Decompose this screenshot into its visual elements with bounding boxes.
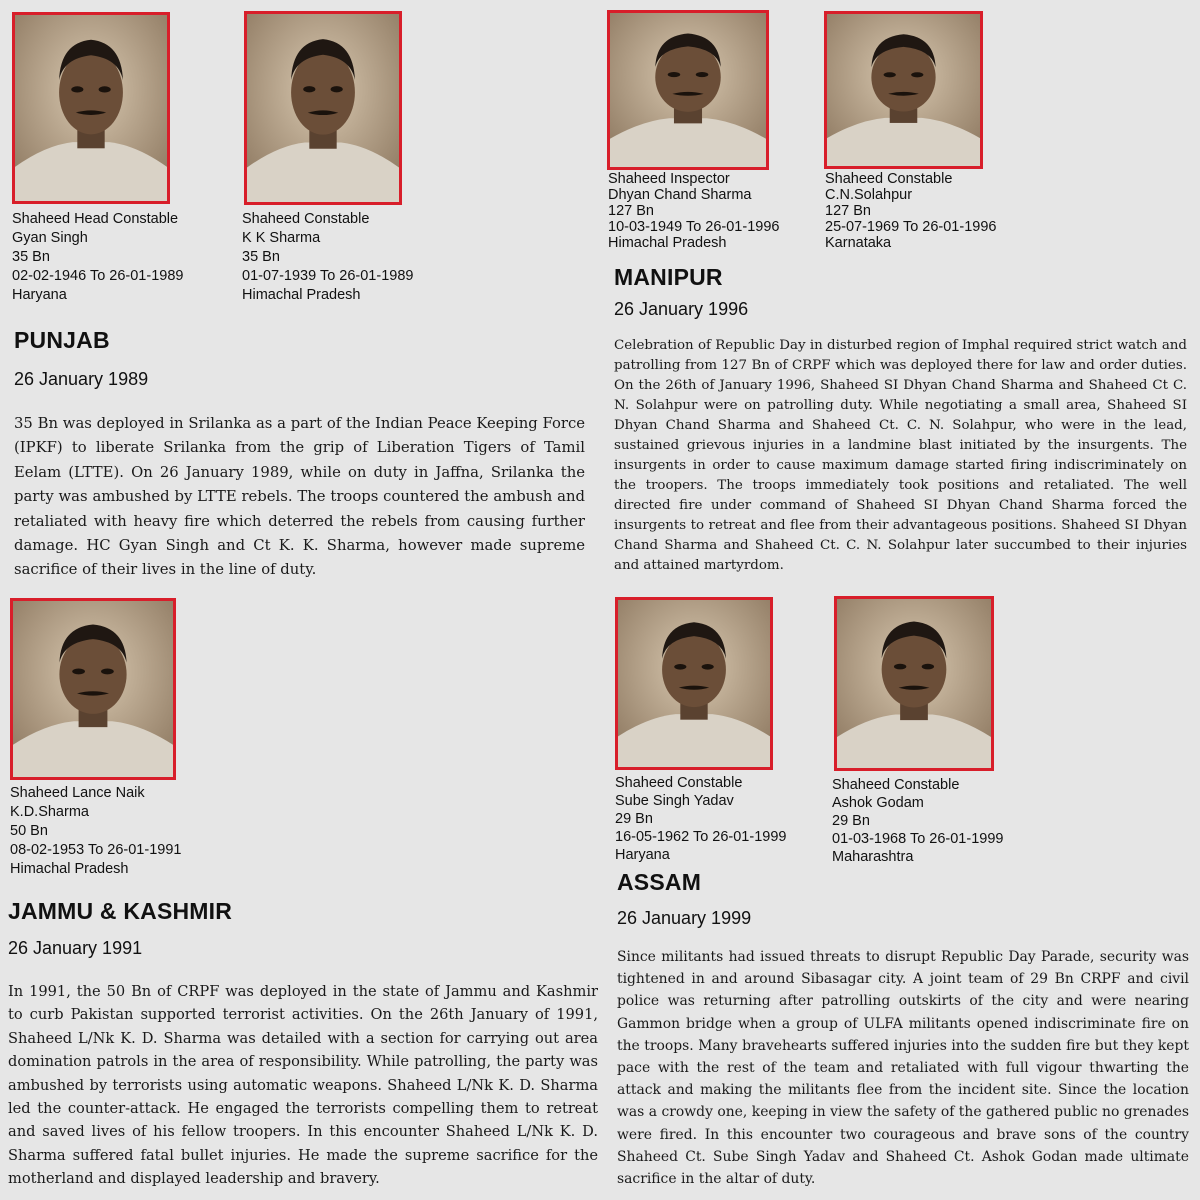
region-title-punjab: PUNJAB — [14, 327, 110, 353]
person-caption-cn-solahpur — [825, 171, 996, 251]
portrait-photo — [12, 12, 170, 204]
caption-line: Himachal Pradesh — [242, 287, 361, 303]
caption-line: Maharashtra — [832, 849, 914, 865]
portrait-photo — [615, 597, 773, 770]
caption-line: 02-02-1946 To 26-01-1989 — [12, 268, 184, 284]
incident-date-punjab: 26 January 1989 — [14, 369, 149, 389]
person-caption-gyan-singh — [12, 210, 183, 305]
portrait-photo — [824, 11, 983, 169]
portrait-photo — [834, 596, 994, 771]
portrait-photo-icon — [827, 14, 980, 166]
person-caption-kd-sharma — [10, 784, 181, 879]
region-title-manipur: MANIPUR — [614, 264, 723, 290]
caption-line: Karnataka — [825, 235, 892, 251]
portrait-photo-icon — [837, 599, 991, 768]
incident-text-manipur: Celebration of Republic Day in disturbed region of Imphal required strict watch and patrolling from 127 Bn of CRPF which was deployed there for law and order duties. On the 26th of January 1996, Shaheed SI Dhyan Chand Sharma and Shaheed Ct C. N. Solahpur were on patrolling duty. While negotiating a small area, Shaheed SI Dhyan Chand Sharma and Shaheed Ct. C. N. Solahpur, who were in the lead, sustained grievous injuries in a landmine blast initiated by the insurgents. The insurgents in order to cause maximum damage started firing indiscriminately on the troopers. The troops immediately took positions and retaliated. The well directed fire under command of Shaheed SI Dhyan Chand Sharma forced the insurgents to retreat and flee from their advantageous positions. Shaheed SI Dhyan Chand Sharma and Shaheed Ct. C. N. Solahpur later succumbed to their injuries and attained martyrdom. — [614, 338, 1187, 573]
caption-line: Shaheed Constable — [615, 775, 743, 791]
incident-date-jammu-kashmir: 26 January 1991 — [8, 938, 143, 958]
incident-text-punjab: 35 Bn was deployed in Srilanka as a part of the Indian Peace Keeping Force (IPKF) to liberate Srilanka from the grip of Liberation Tigers of Tamil Eelam (LTTE). On 26 January 1989, while on duty in Jaffna, Srilanka the party was ambushed by LTTE rebels. The troops countered the ambush and retaliated with heavy fire which deterred the rebels from causing further damage. HC Gyan Singh and Ct K. K. Sharma, however made supreme sacrifice of their lives in the line of duty. — [14, 415, 585, 579]
person-caption-dhyan-chand-sharma — [608, 171, 779, 251]
caption-line: Himachal Pradesh — [608, 235, 727, 251]
caption-line: K K Sharma — [242, 230, 321, 246]
caption-line: Haryana — [615, 847, 670, 863]
caption-line: Shaheed Lance Naik — [10, 785, 145, 801]
incident-date-assam: 26 January 1999 — [617, 908, 752, 928]
caption-line: 50 Bn — [10, 823, 48, 839]
caption-line: Gyan Singh — [12, 230, 88, 246]
person-caption-sube-singh-yadav — [615, 774, 786, 864]
incident-date-manipur: 26 January 1996 — [614, 299, 749, 319]
portrait-photo — [607, 10, 769, 170]
caption-line: 127 Bn — [608, 203, 654, 219]
caption-line: Shaheed Constable — [832, 777, 960, 793]
person-caption-kk-sharma — [242, 210, 413, 305]
incident-text-jammu-kashmir: In 1991, the 50 Bn of CRPF was deployed in the state of Jammu and Kashmir to curb Pakistan supported terrorist activities. On the 26th January of 1991, Shaheed L/Nk K. D. Sharma was detailed with a section for carrying out area domination patrols in the area of responsibility. While patrolling, the party was ambushed by terrorists using automatic weapons. Shaheed L/Nk K. D. Sharma led the counter-attack. He engaged the terrorists compelling them to retreat and saved lives of his fellow troopers. In this encounter Shaheed L/Nk K. D. Sharma suffered fatal bullet injuries. He made the supreme sacrifice for the motherland and displayed leadership and bravery. — [8, 983, 598, 1188]
caption-line: Shaheed Inspector — [608, 171, 730, 187]
region-title-assam: ASSAM — [617, 869, 702, 895]
region-title-jammu-kashmir: JAMMU & KASHMIR — [8, 898, 233, 924]
caption-line: 10-03-1949 To 26-01-1996 — [608, 219, 780, 235]
caption-line: 35 Bn — [12, 249, 50, 265]
caption-line: 29 Bn — [615, 811, 653, 827]
caption-line: 16-05-1962 To 26-01-1999 — [615, 829, 787, 845]
caption-line: 08-02-1953 To 26-01-1991 — [10, 842, 182, 858]
caption-line: C.N.Solahpur — [825, 187, 913, 203]
portrait-photo-icon — [13, 601, 173, 777]
caption-line: 127 Bn — [825, 203, 871, 219]
portrait-photo-icon — [247, 14, 399, 202]
caption-line: 01-07-1939 To 26-01-1989 — [242, 268, 414, 284]
caption-line: 25-07-1969 To 26-01-1996 — [825, 219, 997, 235]
caption-line: 01-03-1968 To 26-01-1999 — [832, 831, 1004, 847]
portrait-photo-icon — [618, 600, 770, 767]
caption-line: Ashok Godam — [832, 795, 924, 811]
caption-line: Haryana — [12, 287, 67, 303]
caption-line: Shaheed Head Constable — [12, 211, 179, 227]
caption-line: Shaheed Constable — [242, 211, 370, 227]
caption-line: Sube Singh Yadav — [615, 793, 734, 809]
portrait-photo — [10, 598, 176, 780]
caption-line: Dhyan Chand Sharma — [608, 187, 752, 203]
caption-line: 29 Bn — [832, 813, 870, 829]
portrait-photo — [244, 11, 402, 205]
caption-line: Himachal Pradesh — [10, 861, 129, 877]
portrait-photo-icon — [15, 15, 167, 201]
portrait-photo-icon — [610, 13, 766, 167]
caption-line: 35 Bn — [242, 249, 280, 265]
caption-line: K.D.Sharma — [10, 804, 89, 820]
caption-line: Shaheed Constable — [825, 171, 953, 187]
person-caption-ashok-godam — [832, 776, 1003, 866]
incident-text-assam: Since militants had issued threats to disrupt Republic Day Parade, security was tightened in and around Sibasagar city. A joint team of 29 Bn CRPF and civil police was returning after patrolling outskirts of the city and were nearing Gammon bridge when a group of ULFA militants opened indiscriminate fire on the troops. Many bravehearts suffered injuries into the sudden fire but they kept pace with the rest of the team and retaliated with full vigour thwarting the attack and making the militants flee from the incident site. Since the location was a crowdy one, keeping in view the safety of the gathered public no grenades were fired. In this encounter two courageous and brave sons of the country Shaheed Ct. Sube Singh Yadav and Shaheed Ct. Ashok Godan made ultimate sacrifice in the altar of duty. — [617, 949, 1189, 1188]
